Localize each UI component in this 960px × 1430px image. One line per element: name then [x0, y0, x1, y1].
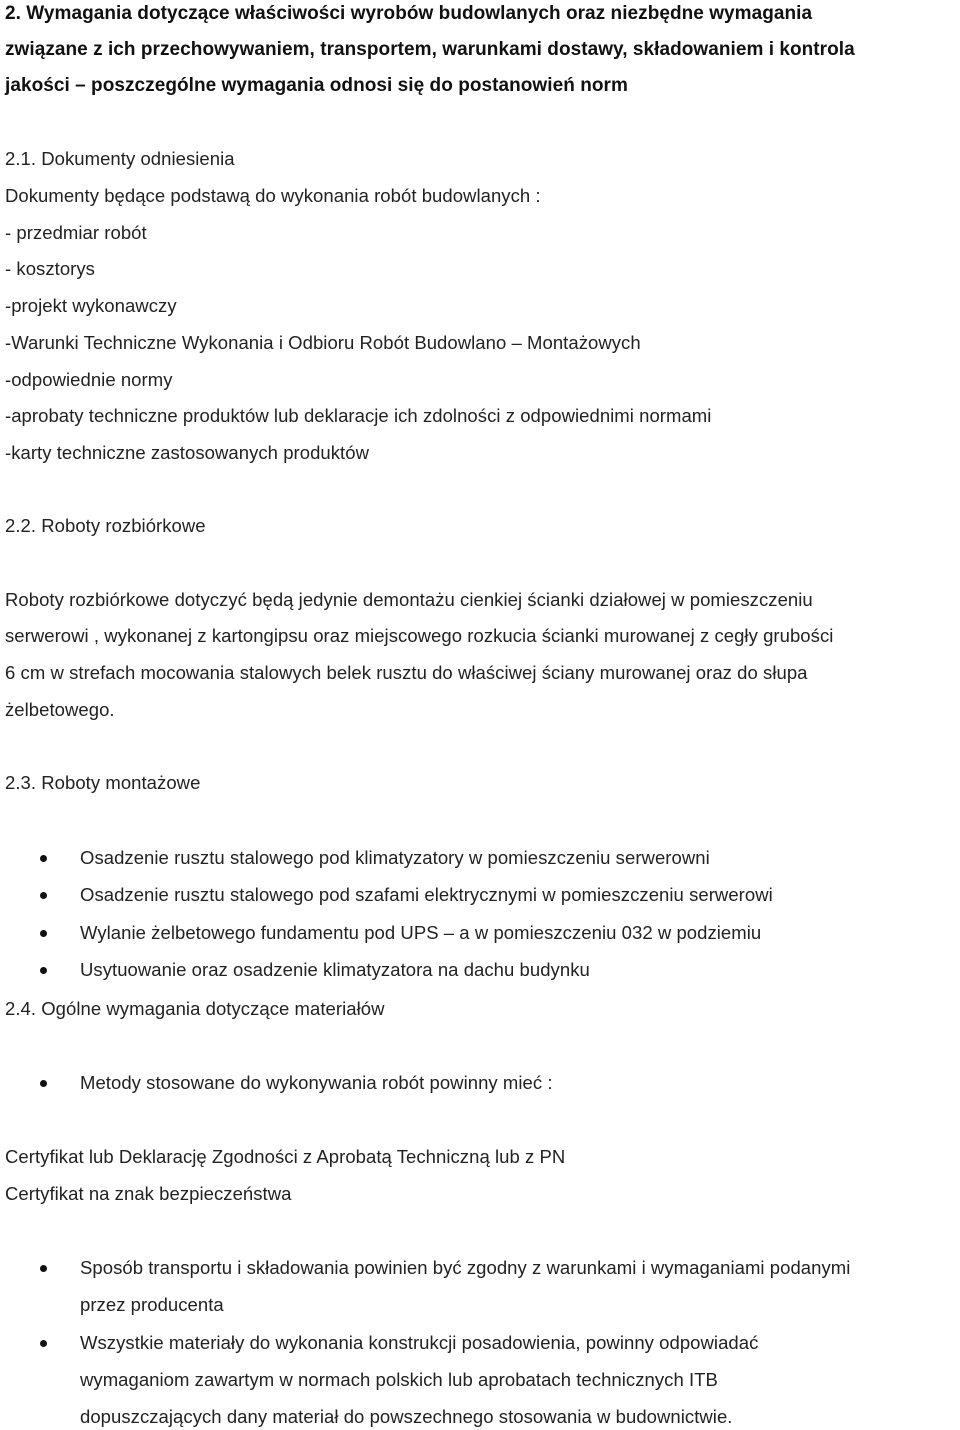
bullet-dot-icon: [40, 1080, 47, 1087]
documents-intro: Dokumenty będące podstawą do wykonania robót budowlanych :: [5, 185, 541, 206]
methods-bullet-item: Metody stosowane do wykonywania robót powinny mieć :: [80, 1072, 553, 1093]
document-item: - kosztorys: [5, 258, 95, 279]
certificate-line: Certyfikat na znak bezpieczeństwa: [5, 1183, 292, 1204]
section-heading-line-3: jakości – poszczególne wymagania odnosi się do postanowień norm: [5, 75, 628, 96]
document-item: -karty techniczne zastosowanych produktów: [5, 442, 370, 463]
materials-bullet-line: dopuszczających dany materiał do powszechnego stosowania w budownictwie.: [80, 1406, 733, 1427]
assembly-bullet-item: Usytuowanie oraz osadzenie klimatyzatora na dachu budynku: [80, 959, 590, 980]
bullet-dot-icon: [40, 930, 47, 937]
demolition-paragraph-line: Roboty rozbiórkowe dotyczyć będą jedynie demontażu cienkiej ścianki działowej w pomieszczeniu: [5, 589, 813, 610]
assembly-bullet-item: Osadzenie rusztu stalowego pod szafami elektrycznymi w pomieszczeniu serwerowi: [80, 884, 773, 905]
transport-bullet-line: przez producenta: [80, 1294, 224, 1315]
document-item: -Warunki Techniczne Wykonania i Odbioru Robót Budowlano – Montażowych: [5, 332, 641, 353]
bullet-dot-icon: [40, 1265, 47, 1272]
subsection-title-2-4: 2.4. Ogólne wymagania dotyczące materiałów: [5, 998, 385, 1019]
section-heading-line-1: 2. Wymagania dotyczące właściwości wyrobów budowlanych oraz niezbędne wymagania: [5, 3, 813, 24]
bullet-dot-icon: [40, 855, 47, 862]
subsection-title-2-3: 2.3. Roboty montażowe: [5, 772, 201, 793]
document-item: - przedmiar robót: [5, 222, 147, 243]
bullet-dot-icon: [40, 967, 47, 974]
document-item: -odpowiednie normy: [5, 369, 173, 390]
document-item: -aprobaty techniczne produktów lub deklaracje ich zdolności z odpowiednimi normami: [5, 405, 712, 426]
demolition-paragraph-line: 6 cm w strefach mocowania stalowych belek rusztu do właściwej ściany murowanej oraz do słupa: [5, 662, 808, 683]
demolition-paragraph-line: żelbetowego.: [5, 699, 115, 720]
document-item: -projekt wykonawczy: [5, 295, 177, 316]
transport-bullet-line: Sposób transportu i składowania powinien być zgodny z warunkami i wymaganiami podanymi: [80, 1257, 851, 1278]
materials-bullet-line: wymaganiom zawartym w normach polskich lub aprobatach technicznych ITB: [80, 1369, 718, 1390]
materials-bullet-line: Wszystkie materiały do wykonania konstrukcji posadowienia, powinny odpowiadać: [80, 1332, 759, 1353]
bullet-dot-icon: [40, 1340, 47, 1347]
bullet-dot-icon: [40, 892, 47, 899]
section-heading-line-2: związane z ich przechowywaniem, transportem, warunkami dostawy, składowaniem i kontrola: [5, 39, 855, 60]
subsection-title-2-2: 2.2. Roboty rozbiórkowe: [5, 515, 206, 536]
assembly-bullet-item: Osadzenie rusztu stalowego pod klimatyzatory w pomieszczeniu serwerowni: [80, 847, 710, 868]
assembly-bullet-item: Wylanie żelbetowego fundamentu pod UPS – a w pomieszczeniu 032 w podziemiu: [80, 922, 762, 943]
certificate-line: Certyfikat lub Deklarację Zgodności z Aprobatą Techniczną lub z PN: [5, 1146, 566, 1167]
subsection-title-2-1: 2.1. Dokumenty odniesienia: [5, 148, 235, 169]
demolition-paragraph-line: serwerowi , wykonanej z kartongipsu oraz miejscowego rozkucia ścianki murowanej z cegły grubości: [5, 625, 834, 646]
